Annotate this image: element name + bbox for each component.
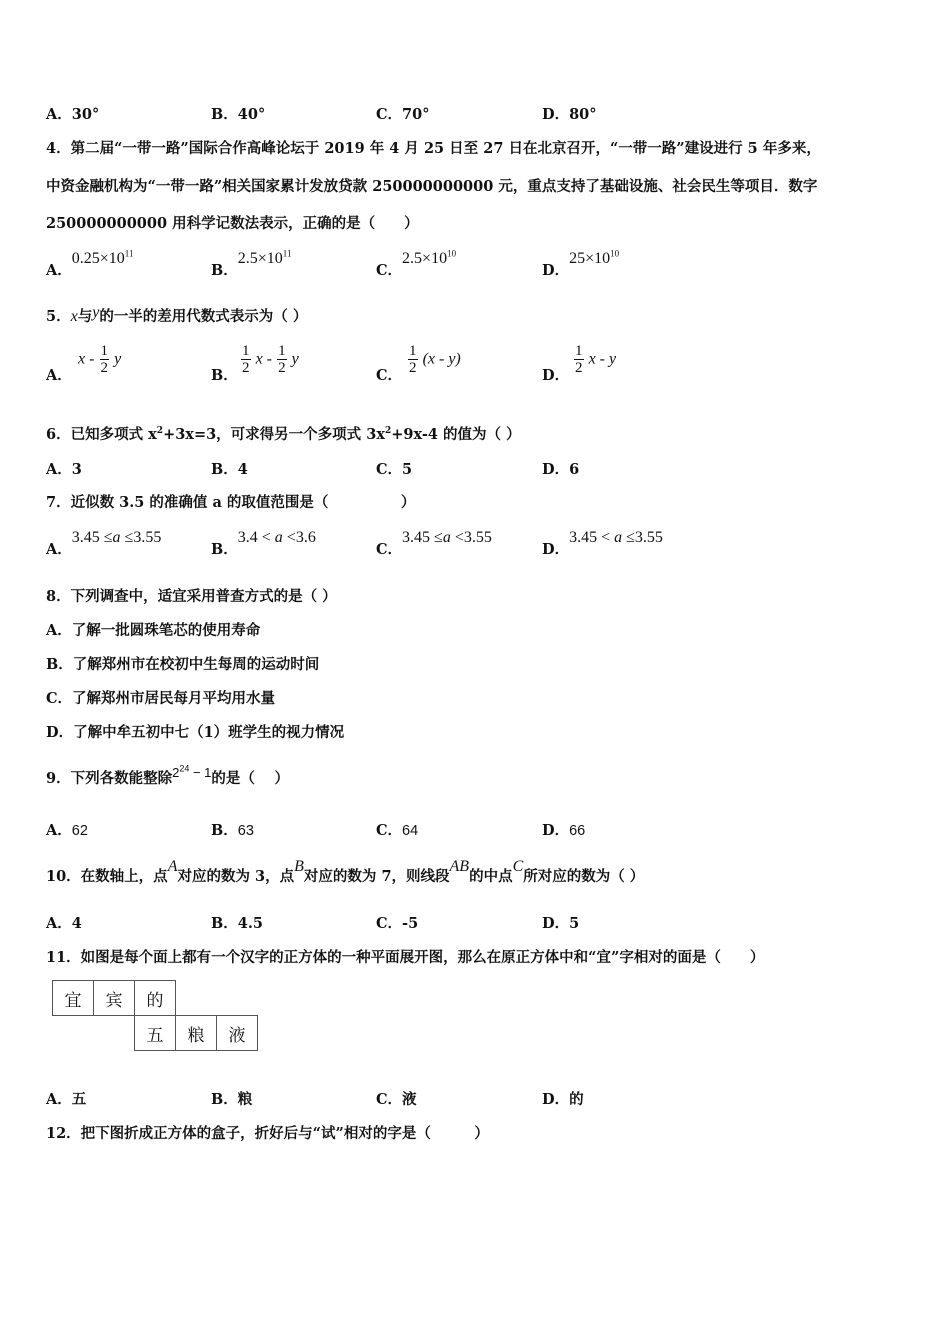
q11-option-d: D．的: [542, 1091, 584, 1108]
q9-option-b: B．63: [211, 822, 254, 839]
q8-option-c: C．了解郑州市居民每月平均用水量: [46, 690, 276, 707]
q9-option-c: C．64: [376, 822, 419, 839]
q3-option-a: A．30°: [46, 106, 100, 123]
net-blank: [176, 981, 217, 1016]
q10-option-a: A．4: [46, 915, 82, 932]
q3-option-d: D．80°: [542, 106, 597, 123]
q5-question: 5．x与y的一半的差用代数式表示为（ ）: [46, 304, 308, 325]
q6-option-b: B．4: [211, 461, 248, 478]
q4-option-d: D．$25\times 10^{10}$: [542, 248, 620, 279]
q3-option-b: B．40°: [211, 106, 266, 123]
q7-option-a: A．3.45 ≤a ≤3.55: [46, 529, 162, 558]
q10-question: 10．在数轴上，点A对应的数为 3，点B对应的数为 7，则线段AB的中点C所对应的数为（ ）: [46, 858, 645, 885]
q10-option-c: C．-5: [376, 915, 419, 932]
q9-option-d: D．66: [542, 822, 586, 839]
q6-option-d: D．6: [542, 461, 580, 478]
q9-question: 9．下列各数能整除$2^{24} - 1$的是（ ）: [46, 763, 289, 787]
q7-option-d: D．3.45 < a ≤3.55: [542, 529, 663, 558]
net-cell: 五: [135, 1016, 176, 1051]
q10-option-d: D．5: [542, 915, 580, 932]
q11-option-a: A．五: [46, 1091, 87, 1108]
net-blank: [53, 1016, 94, 1051]
q4-line-2: 中资金融机构为“一带一路”相关国家累计发放贷款 250000000000 元，重点支持了基础设施、社会民生等项目．数字: [46, 178, 818, 195]
q6-option-c: C．5: [376, 461, 413, 478]
net-cell: 宜: [53, 981, 94, 1016]
net-cell: 液: [217, 1016, 258, 1051]
net-cell: 宾: [94, 981, 135, 1016]
net-cell: 的: [135, 981, 176, 1016]
q4-option-a: A．$0.25\times 10^{11}$: [46, 248, 134, 279]
q11-option-b: B．粮: [211, 1091, 253, 1108]
net-blank: [217, 981, 258, 1016]
q7-option-b: B．3.4 < a <3.6: [211, 529, 316, 558]
q8-option-a: A．了解一批圆珠笔芯的使用寿命: [46, 622, 261, 639]
q11-question: 11．如图是每个面上都有一个汉字的正方体的一种平面展开图，那么在原正方体中和“宜”字相对的面是（ ）: [46, 949, 765, 966]
q7-option-c: C．3.45 ≤a <3.55: [376, 529, 492, 558]
q8-option-d: D．了解中牟五初中七（1）班学生的视力情况: [46, 724, 345, 741]
q3-option-c: C．70°: [376, 106, 430, 123]
q10-option-b: B．4.5: [211, 915, 263, 932]
net-blank: [94, 1016, 135, 1051]
q4-line-3: 250000000000 用科学记数法表示，正确的是（ ）: [46, 215, 419, 232]
q6-question: 6．已知多项式 $x^2+3x=3$，可求得另一个多项式 $3x^2+9x-4$ 的值为（ ）: [46, 426, 521, 443]
q4-line-1: 4．第二届“一带一路”国际合作高峰论坛于 2019 年 4 月 25 日至 27 日在北京召开，“一带一路”建设进行 5 年多来，: [46, 140, 821, 157]
cube-net-figure: [52, 980, 258, 1051]
q9-option-a: A．62: [46, 822, 88, 839]
net-cell: 粮: [176, 1016, 217, 1051]
q4-option-b: B．$2.5\times 10^{11}$: [211, 248, 292, 279]
q6-option-a: A．3: [46, 461, 82, 478]
q8-question: 8．下列调查中，适宜采用普查方式的是（ ）: [46, 588, 337, 605]
q12-question: 12．把下图折成正方体的盒子，折好后与“试”相对的字是（ ）: [46, 1125, 489, 1142]
q7-question: 7．近似数 3.5 的准确值 a 的取值范围是（ ）: [46, 494, 416, 511]
q11-option-c: C．液: [376, 1091, 417, 1108]
q4-option-c: C．$2.5\times 10^{10}$: [376, 248, 457, 279]
q8-option-b: B．了解郑州市在校初中生每周的运动时间: [46, 656, 320, 673]
